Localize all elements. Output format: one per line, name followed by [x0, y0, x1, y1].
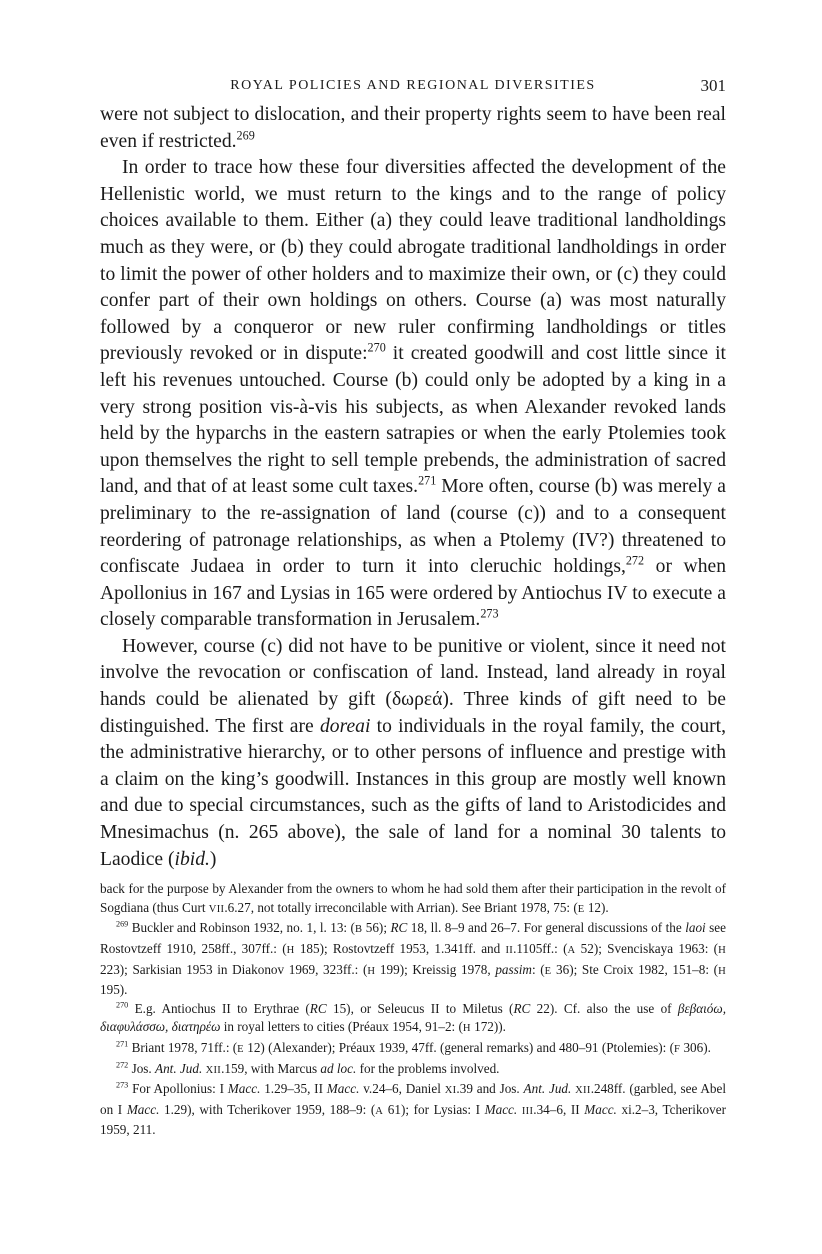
italic-term: RC	[513, 1000, 531, 1016]
text-run: 22). Cf. also the use of	[530, 1000, 678, 1016]
text-run: 199); Kreissig 1978,	[375, 961, 496, 977]
text-run: For Apollonius: I	[128, 1081, 228, 1097]
footnote-number: 273	[116, 1080, 129, 1090]
footnote-ref-273[interactable]: 273	[480, 606, 499, 621]
paragraph-1	[100, 102, 726, 155]
text-run: : (	[531, 961, 545, 977]
text-run: 36); Ste Croix 1982, 151–8: (	[551, 961, 719, 977]
text-run: 195).	[100, 982, 128, 998]
text-run: More often, course (b) was merely a preliminary to the re-assignation of land (course (c)) and to a consequent reordering of patronage relationships, as when a Ptolemy (IV?) threatened to confiscate Judaea in order to turn it into cleruchic holdings,	[100, 476, 726, 578]
italic-term: Ant. Jud.	[155, 1060, 203, 1076]
greek-term: βεβαιόω, διαφυλάσσω, διατηρέω	[100, 1000, 727, 1035]
text-run: v.24–6, Daniel	[359, 1081, 445, 1097]
text-run: for the problems involved.	[356, 1060, 500, 1076]
small-caps: XII	[575, 1085, 591, 1097]
text-run: were not subject to dislocation, and their property rights seem to have been real even if restricted.	[100, 104, 726, 152]
text-run: back for the purpose by Alexander from the owners to whom he had sold them after their participation in the revolt of Sogdiana (thus Curt	[100, 881, 726, 915]
text-run: 185); Rostovtzeff 1953, 1.341ff. and	[294, 941, 506, 956]
small-caps: F	[673, 1043, 681, 1055]
text-run: .6.27, not totally irreconcilable with Arrian). See Briant 1978, 75: (	[224, 899, 578, 915]
footnote-273	[100, 1080, 726, 1140]
text-run: in royal letters to cities (Préaux 1954, 91–2: (	[220, 1019, 463, 1035]
text-run: 1.29–35, II	[260, 1081, 327, 1097]
small-caps: E	[237, 1043, 244, 1055]
small-caps: E	[577, 903, 585, 915]
small-caps: B	[354, 924, 363, 936]
small-caps: H	[367, 965, 376, 977]
text-run: .34–6, II	[533, 1101, 585, 1117]
small-caps: A	[567, 945, 576, 956]
italic-term: ad loc.	[320, 1060, 357, 1076]
text-run: .1105ff.: (	[513, 941, 568, 956]
footnote-ref-270[interactable]: 270	[367, 340, 386, 355]
text-run: or when Apollonius in 167 and Lysias in 165 were ordered by Antiochus IV to execute a closely comparable transformation in Jerusalem.	[100, 556, 726, 631]
italic-term: Macc.	[227, 1081, 261, 1097]
text-run: Buckler and Robinson 1932, no. 1, l. 13: (	[128, 920, 355, 936]
text-run: ). Three kinds of gift need to be distinguished. The first are	[100, 689, 726, 737]
text-run: xi.2–3, Tcherikover 1959, 211.	[100, 1101, 726, 1138]
footnote-number: 269	[116, 920, 129, 930]
text-run: Briant 1978, 71ff.: (	[128, 1039, 238, 1055]
text-run: 12).	[584, 899, 609, 915]
footnote-ref-269[interactable]: 269	[236, 128, 255, 143]
small-caps: H	[286, 945, 295, 956]
text-run: see Rostovtzeff 1910, 258ff., 307ff.: (	[100, 920, 726, 956]
text-run: In order to trace how these four diversities affected the development of the Hellenistic world, we must return to the kings and to the range of policy choices available to them. Either (a) they could leave traditional landholdings much as they were, or (b) they could abrogate traditional landholdings in order to limit the power of other holders and to maximize their own, or (c) they could confer part of their own holdings on others. Course (a) was most naturally followed by a conqueror or new ruler confirming landholdings or titles previously revoked or in dispute:	[100, 157, 726, 365]
italic-term: RC	[309, 1000, 327, 1016]
text-run: 12) (Alexander); Préaux 1939, 47ff. (general remarks) and 480–91 (Ptolemies): (	[243, 1039, 674, 1055]
text-run: 18, ll. 8–9 and 26–7. For general discussions of the	[407, 920, 686, 936]
italic-term: Ant. Jud.	[523, 1081, 572, 1097]
footnote-271	[100, 1039, 726, 1060]
footnote-269	[100, 919, 726, 999]
italic-term: Macc.	[326, 1081, 360, 1097]
text-run: .159, with Marcus	[221, 1060, 321, 1076]
italic-term: Macc.	[584, 1101, 617, 1117]
italic-term: passim	[495, 961, 532, 977]
small-caps: II	[505, 945, 514, 956]
italic-term: laoi	[685, 920, 706, 936]
running-head	[100, 74, 726, 102]
small-caps: E	[544, 965, 552, 977]
footnote-number: 270	[116, 1000, 129, 1010]
footnote-number: 271	[116, 1039, 129, 1049]
small-caps: VII	[208, 903, 225, 915]
small-caps: XII	[205, 1064, 222, 1076]
footnote-continuation	[100, 880, 726, 919]
small-caps: III	[521, 1105, 534, 1117]
text-run: 61); for Lysias: I	[383, 1101, 485, 1117]
paragraph-2	[100, 155, 726, 634]
small-caps: H	[718, 945, 726, 956]
footnote-270	[100, 1000, 726, 1039]
italic-term: RC	[390, 920, 408, 936]
footnote-ref-271[interactable]: 271	[418, 473, 437, 488]
paragraph-3	[100, 634, 726, 873]
footnote-ref-272[interactable]: 272	[625, 553, 645, 568]
text-run: 56);	[362, 920, 391, 936]
text-run: However, course (c) did not have to be punitive or violent, since it need not involve the revocation or confiscation of land. Instead, land already in royal hands could be alienated by gift (	[100, 635, 726, 711]
text-run: 15), or Seleucus II to Miletus (	[326, 1000, 514, 1016]
italic-term: doreai	[319, 715, 371, 737]
text-run: 306).	[680, 1039, 711, 1055]
text-run: .39 and Jos.	[456, 1081, 524, 1097]
text-run: Jos.	[128, 1060, 156, 1076]
footnote-number: 272	[116, 1060, 129, 1070]
text-run: .248ff. (garbled, see Abel on I	[100, 1081, 727, 1117]
text-run: it created goodwill and cost little since it left his revenues untouched. Course (b) could only be adopted by a king in a very strong position vis-à-vis his subjects, as when Alexander revoked lands held by the hyparchs in the eastern satrapies or when the early Ptolemies took upon themselves the right to sell temple prebends, the administration of sacred land, and that of at least some cult taxes.	[100, 343, 726, 498]
greek-term: δωρεά	[391, 689, 443, 711]
text-run: E.g. Antiochus II to Erythrae (	[128, 1000, 310, 1016]
small-caps: XI	[444, 1085, 457, 1097]
book-page	[100, 74, 726, 1140]
text-run: )	[209, 848, 217, 870]
text-run: 172)).	[470, 1019, 506, 1035]
italic-term: ibid.	[174, 848, 210, 870]
small-caps: A	[375, 1105, 384, 1117]
italic-term: Macc.	[484, 1101, 518, 1117]
small-caps: H	[718, 965, 726, 977]
page-number: 301	[700, 76, 726, 95]
footnotes	[100, 880, 726, 1140]
text-run: 1.29), with Tcherikover 1959, 188–9: (	[159, 1101, 376, 1117]
italic-term: Macc.	[126, 1101, 160, 1117]
running-head-title: ROYAL POLICIES AND REGIONAL DIVERSITIES	[230, 78, 596, 93]
small-caps: H	[462, 1023, 471, 1035]
text-run: to individuals in the royal family, the court, the administrative hierarchy, or to other persons of influence and prestige with a claim on the king’s goodwill. Instances in this group are mostly well known and due to special circumstances, such as the gifts of land to Aristodicides and Mnesimachus (n. 265 above), the sale of land for a nominal 30 talents to Laodice (	[100, 715, 726, 870]
text-run: 223); Sarkisian 1953 in Diakonov 1969, 323ff.: (	[100, 961, 368, 977]
text-run: 52); Svenciskaya 1963: (	[575, 941, 719, 956]
main-text	[100, 102, 726, 873]
footnote-272	[100, 1060, 726, 1081]
